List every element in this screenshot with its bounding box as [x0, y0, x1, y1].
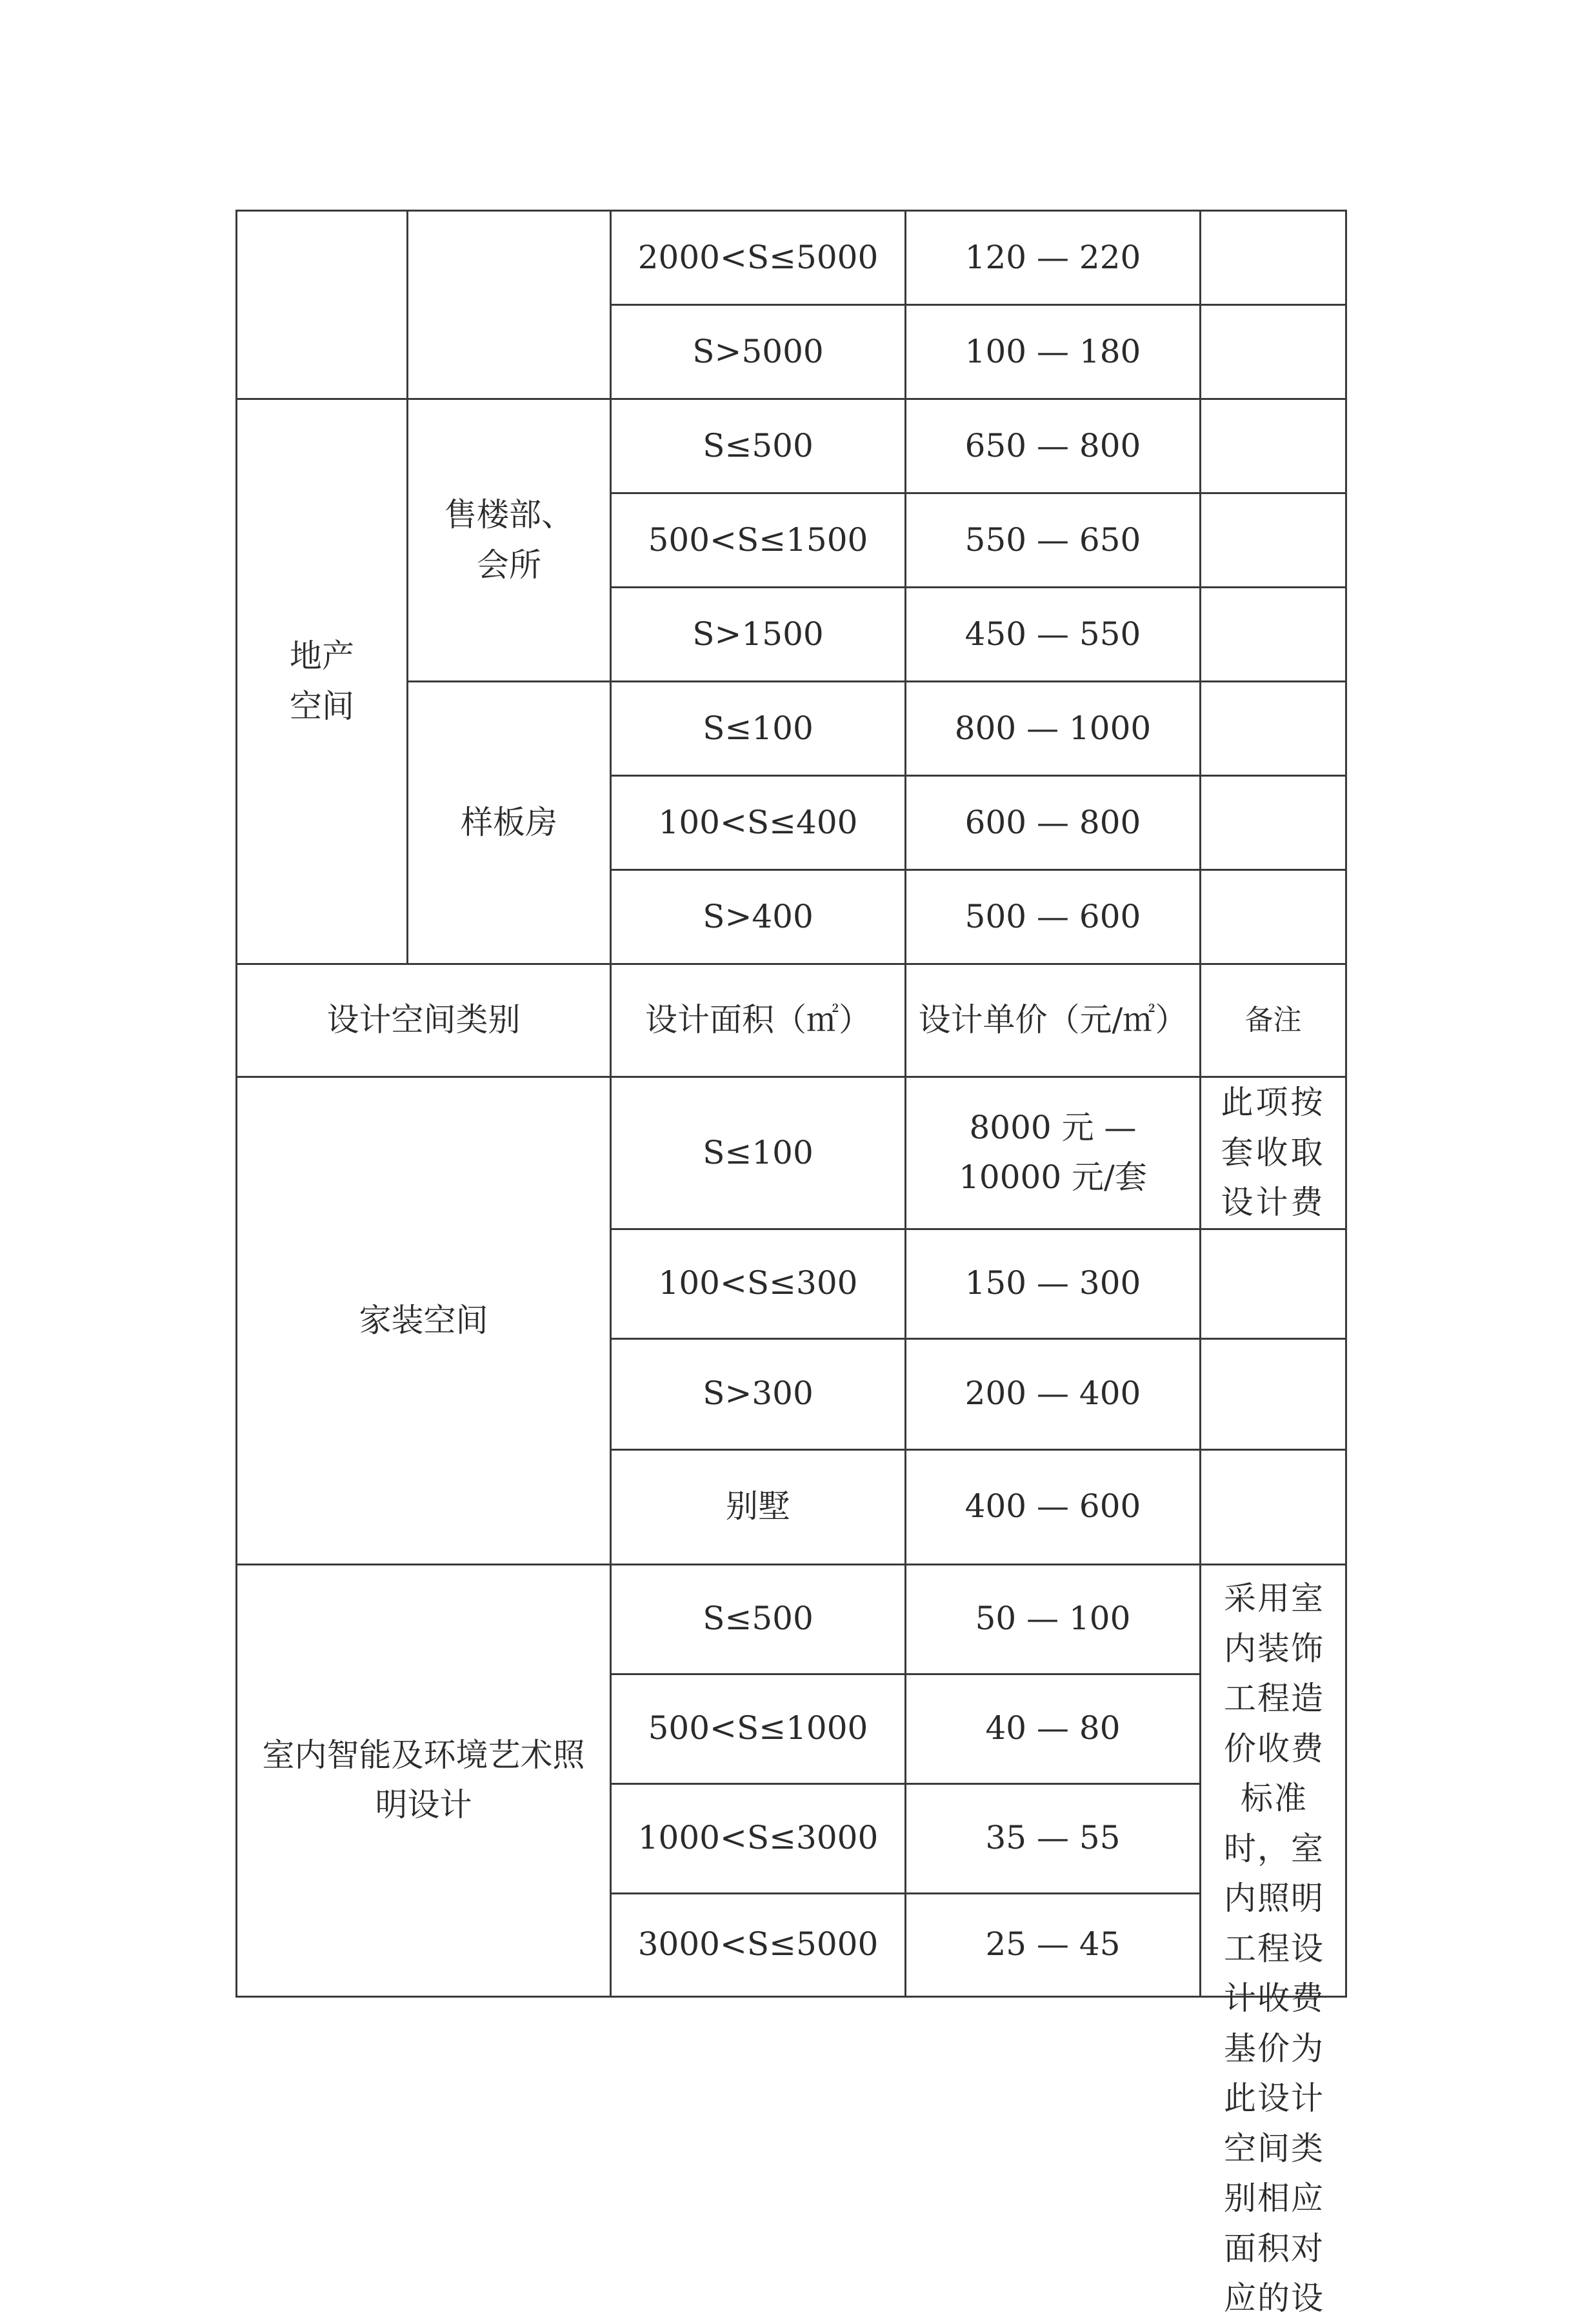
- price-cell: 200 — 400: [906, 1338, 1201, 1449]
- area-cell: 别墅: [611, 1449, 906, 1564]
- area-cell: 1000<S≤3000: [611, 1783, 906, 1893]
- table-row: [237, 1564, 1346, 1674]
- cont-subcategory-cell: [408, 211, 611, 399]
- note-cell: [1201, 305, 1346, 399]
- category-realestate: 地产空间: [237, 399, 408, 964]
- area-cell: 2000<S≤5000: [611, 211, 906, 305]
- area-cell: S>5000: [611, 305, 906, 399]
- header-category: 设计空间类别: [237, 964, 611, 1077]
- header-note: 备注: [1201, 964, 1346, 1077]
- cont-category-cell: [237, 211, 408, 399]
- price-cell: 35 — 55: [906, 1783, 1201, 1893]
- header-area: 设计面积（㎡）: [611, 964, 906, 1077]
- header-row: [237, 964, 1346, 1077]
- area-cell: S≤500: [611, 1564, 906, 1674]
- note-cell: [1201, 870, 1346, 964]
- area-cell: 500<S≤1000: [611, 1674, 906, 1783]
- note-cell: [1201, 211, 1346, 305]
- note-cell: [1201, 1449, 1346, 1564]
- price-cell: 800 — 1000: [906, 682, 1201, 776]
- area-cell: 100<S≤400: [611, 776, 906, 870]
- note-cell: [1201, 1338, 1346, 1449]
- area-cell: S>300: [611, 1338, 906, 1449]
- area-cell: 3000<S≤5000: [611, 1893, 906, 1996]
- area-cell: 500<S≤1500: [611, 493, 906, 588]
- note-cell: [1201, 399, 1346, 493]
- note-cell: 此项按套收取设计费: [1201, 1077, 1346, 1229]
- note-cell: [1201, 1229, 1346, 1338]
- area-cell: S≤500: [611, 399, 906, 493]
- header-price: 设计单价（元/㎡）: [906, 964, 1201, 1077]
- note-cell: [1201, 776, 1346, 870]
- price-cell: 40 — 80: [906, 1674, 1201, 1783]
- note-cell: [1201, 682, 1346, 776]
- price-cell: 25 — 45: [906, 1893, 1201, 1996]
- area-cell: S>400: [611, 870, 906, 964]
- price-cell: 450 — 550: [906, 588, 1201, 682]
- price-cell: 8000 元 — 10000 元/套: [906, 1077, 1201, 1229]
- price-cell: 120 — 220: [906, 211, 1201, 305]
- price-cell: 100 — 180: [906, 305, 1201, 399]
- price-cell: 500 — 600: [906, 870, 1201, 964]
- price-cell: 150 — 300: [906, 1229, 1201, 1338]
- table-row: [237, 1077, 1346, 1229]
- subcategory-show-flat: 样板房: [408, 682, 611, 964]
- price-cell: 550 — 650: [906, 493, 1201, 588]
- category-lighting: 室内智能及环境艺术照明设计: [237, 1564, 611, 1996]
- note-cell: [1201, 493, 1346, 588]
- area-cell: S>1500: [611, 588, 906, 682]
- price-cell: 400 — 600: [906, 1449, 1201, 1564]
- table-row: [237, 211, 1346, 305]
- price-cell: 50 — 100: [906, 1564, 1201, 1674]
- price-cell: 600 — 800: [906, 776, 1201, 870]
- area-cell: S≤100: [611, 1077, 906, 1229]
- fee-table: [235, 210, 1347, 2317]
- table-row: [237, 399, 1346, 493]
- lighting-note-cell: 采用室内装饰工程造价收费标准时，室内照明工程设计收费基价为此设计空间类别相应面积对应的设: [1201, 1564, 1346, 1996]
- price-cell: 650 — 800: [906, 399, 1201, 493]
- area-cell: S≤100: [611, 682, 906, 776]
- area-cell: 100<S≤300: [611, 1229, 906, 1338]
- category-home: 家装空间: [237, 1077, 611, 1565]
- note-cell: [1201, 588, 1346, 682]
- subcategory-sales-office: 售楼部、会所: [408, 399, 611, 682]
